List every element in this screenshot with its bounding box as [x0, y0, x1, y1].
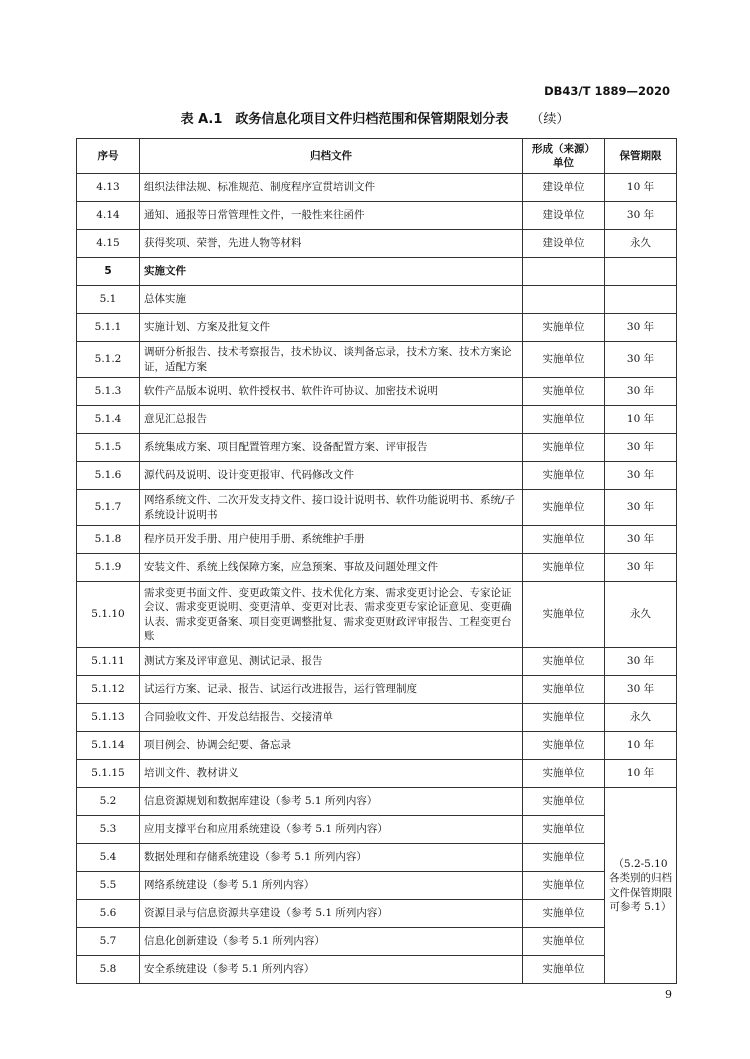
row-no: 5.1.4	[77, 406, 140, 434]
table-row	[77, 900, 677, 928]
row-file: 实施文件	[140, 258, 523, 286]
table-row	[77, 788, 677, 816]
row-period: 30 年	[605, 434, 677, 462]
row-file: 系统集成方案、项目配置管理方案、设备配置方案、评审报告	[140, 434, 523, 462]
header-no: 序号	[77, 139, 140, 174]
row-period: 永久	[605, 230, 677, 258]
row-period	[605, 286, 677, 314]
section-row	[77, 258, 677, 286]
table-row	[77, 490, 677, 526]
row-file: 网络系统建设（参考 5.1 所列内容）	[140, 872, 523, 900]
header-file: 归档文件	[140, 139, 523, 174]
row-file: 培训文件、教材讲义	[140, 760, 523, 788]
table-row	[77, 816, 677, 844]
header-period: 保管期限	[605, 139, 677, 174]
row-unit: 实施单位	[523, 732, 605, 760]
row-unit: 实施单位	[523, 816, 605, 844]
table-row	[77, 434, 677, 462]
row-no: 5.1.9	[77, 554, 140, 582]
row-no: 5.1	[77, 286, 140, 314]
table-row	[77, 872, 677, 900]
row-unit: 实施单位	[523, 434, 605, 462]
row-period: 30 年	[605, 648, 677, 676]
row-period: 10 年	[605, 732, 677, 760]
row-file: 程序员开发手册、用户使用手册、系统维护手册	[140, 526, 523, 554]
row-file: 组织法律法规、标准规范、制度程序宣贯培训文件	[140, 174, 523, 202]
row-no: 5.1.12	[77, 676, 140, 704]
row-no: 5.6	[77, 900, 140, 928]
row-file: 意见汇总报告	[140, 406, 523, 434]
row-file: 安全系统建设（参考 5.1 所列内容）	[140, 956, 523, 984]
row-unit: 实施单位	[523, 314, 605, 342]
row-unit: 实施单位	[523, 676, 605, 704]
row-period: 30 年	[605, 554, 677, 582]
table-row	[77, 230, 677, 258]
row-file: 获得奖项、荣誉，先进人物等材料	[140, 230, 523, 258]
row-unit: 实施单位	[523, 582, 605, 648]
row-period: 30 年	[605, 342, 677, 378]
row-unit: 建设单位	[523, 174, 605, 202]
row-no: 5.5	[77, 872, 140, 900]
table-row	[77, 582, 677, 648]
row-file: 软件产品版本说明、软件授权书、软件许可协议、加密技术说明	[140, 378, 523, 406]
table-row	[77, 526, 677, 554]
table-row	[77, 462, 677, 490]
row-no: 5.1.1	[77, 314, 140, 342]
row-file: 试运行方案、记录、报告、试运行改进报告，运行管理制度	[140, 676, 523, 704]
row-unit: 实施单位	[523, 788, 605, 816]
row-unit: 实施单位	[523, 490, 605, 526]
row-unit	[523, 258, 605, 286]
row-period: 30 年	[605, 202, 677, 230]
row-period: 10 年	[605, 174, 677, 202]
table-row	[77, 928, 677, 956]
row-no: 5.1.3	[77, 378, 140, 406]
row-unit: 实施单位	[523, 406, 605, 434]
row-file: 合同验收文件、开发总结报告、交接清单	[140, 704, 523, 732]
table-title-continued: （续）	[530, 112, 570, 127]
row-file: 测试方案及评审意见、测试记录、报告	[140, 648, 523, 676]
table-row	[77, 956, 677, 984]
table-row	[77, 314, 677, 342]
row-no: 5.1.14	[77, 732, 140, 760]
row-no: 5.1.10	[77, 582, 140, 648]
table-row	[77, 378, 677, 406]
table-row	[77, 342, 677, 378]
table-row	[77, 732, 677, 760]
row-unit: 实施单位	[523, 378, 605, 406]
row-file: 总体实施	[140, 286, 523, 314]
row-file: 项目例会、协调会纪要、备忘录	[140, 732, 523, 760]
table-row	[77, 174, 677, 202]
row-period	[605, 258, 677, 286]
row-file: 源代码及说明、设计变更报审、代码修改文件	[140, 462, 523, 490]
row-no: 5.1.8	[77, 526, 140, 554]
row-file: 安装文件、系统上线保障方案，应急预案、事故及问题处理文件	[140, 554, 523, 582]
table-header-row	[77, 139, 677, 174]
row-no: 5.1.5	[77, 434, 140, 462]
row-period: 30 年	[605, 378, 677, 406]
row-no: 4.13	[77, 174, 140, 202]
row-unit: 实施单位	[523, 900, 605, 928]
row-period: 30 年	[605, 676, 677, 704]
table-row	[77, 202, 677, 230]
table-row	[77, 648, 677, 676]
row-file: 需求变更书面文件、变更政策文件、技术优化方案、需求变更讨论会、专家论证会议、需求变更说明、变更清单、变更对比表、需求变更专家论证意见、变更确认表、需求变更备案、项目变更调整批复、需求变更财政评审报告、工程变更台账	[140, 582, 523, 648]
row-no: 5.1.2	[77, 342, 140, 378]
row-no: 5.1.7	[77, 490, 140, 526]
row-file: 调研分析报告、技术考察报告，技术协议、谈判备忘录，技术方案、技术方案论证，适配方案	[140, 342, 523, 378]
row-file: 信息资源规划和数据库建设（参考 5.1 所列内容）	[140, 788, 523, 816]
row-no: 5.4	[77, 844, 140, 872]
row-no: 5.1.13	[77, 704, 140, 732]
row-no: 5.1.11	[77, 648, 140, 676]
row-no: 5.2	[77, 788, 140, 816]
row-no: 5.1.15	[77, 760, 140, 788]
row-unit: 实施单位	[523, 554, 605, 582]
header-unit: 形成（来源）单位	[523, 139, 605, 174]
row-file: 实施计划、方案及批复文件	[140, 314, 523, 342]
row-unit: 实施单位	[523, 760, 605, 788]
row-period: 30 年	[605, 490, 677, 526]
document-code: DB43/T 1889—2020	[544, 84, 670, 98]
row-no: 5.7	[77, 928, 140, 956]
subsection-row	[77, 286, 677, 314]
row-unit: 建设单位	[523, 202, 605, 230]
row-period: 30 年	[605, 462, 677, 490]
row-file: 应用支撑平台和应用系统建设（参考 5.1 所列内容）	[140, 816, 523, 844]
merged-period-note: （5.2-5.10 各类别的归档文件保管期限可参考 5.1）	[605, 788, 677, 984]
row-no: 5.3	[77, 816, 140, 844]
row-unit: 实施单位	[523, 462, 605, 490]
row-unit: 实施单位	[523, 704, 605, 732]
row-period: 10 年	[605, 406, 677, 434]
row-period: 10 年	[605, 760, 677, 788]
table-title-main: 表 A.1 政务信息化项目文件归档范围和保管期限划分表	[180, 112, 509, 127]
row-period: 永久	[605, 582, 677, 648]
row-unit: 实施单位	[523, 526, 605, 554]
row-file: 资源目录与信息资源共享建设（参考 5.1 所列内容）	[140, 900, 523, 928]
row-file: 数据处理和存储系统建设（参考 5.1 所列内容）	[140, 844, 523, 872]
row-unit: 实施单位	[523, 872, 605, 900]
page-number: 9	[665, 988, 672, 1001]
row-no: 4.15	[77, 230, 140, 258]
table-row	[77, 406, 677, 434]
row-unit: 建设单位	[523, 230, 605, 258]
row-no: 5	[77, 258, 140, 286]
row-file: 通知、通报等日常管理性文件，一般性来往函件	[140, 202, 523, 230]
table-row	[77, 704, 677, 732]
table-row	[77, 676, 677, 704]
row-period: 30 年	[605, 526, 677, 554]
row-no: 4.14	[77, 202, 140, 230]
row-period: 永久	[605, 704, 677, 732]
row-unit: 实施单位	[523, 844, 605, 872]
row-file: 网络系统文件、二次开发支持文件、接口设计说明书、软件功能说明书、系统/子系统设计说明书	[140, 490, 523, 526]
table-row	[77, 760, 677, 788]
row-no: 5.1.6	[77, 462, 140, 490]
row-no: 5.8	[77, 956, 140, 984]
table-title	[0, 108, 750, 127]
table-row	[77, 554, 677, 582]
archive-retention-table	[76, 138, 677, 984]
row-unit: 实施单位	[523, 956, 605, 984]
row-unit	[523, 286, 605, 314]
row-unit: 实施单位	[523, 342, 605, 378]
table-row	[77, 844, 677, 872]
row-unit: 实施单位	[523, 648, 605, 676]
row-unit: 实施单位	[523, 928, 605, 956]
row-file: 信息化创新建设（参考 5.1 所列内容）	[140, 928, 523, 956]
row-period: 30 年	[605, 314, 677, 342]
